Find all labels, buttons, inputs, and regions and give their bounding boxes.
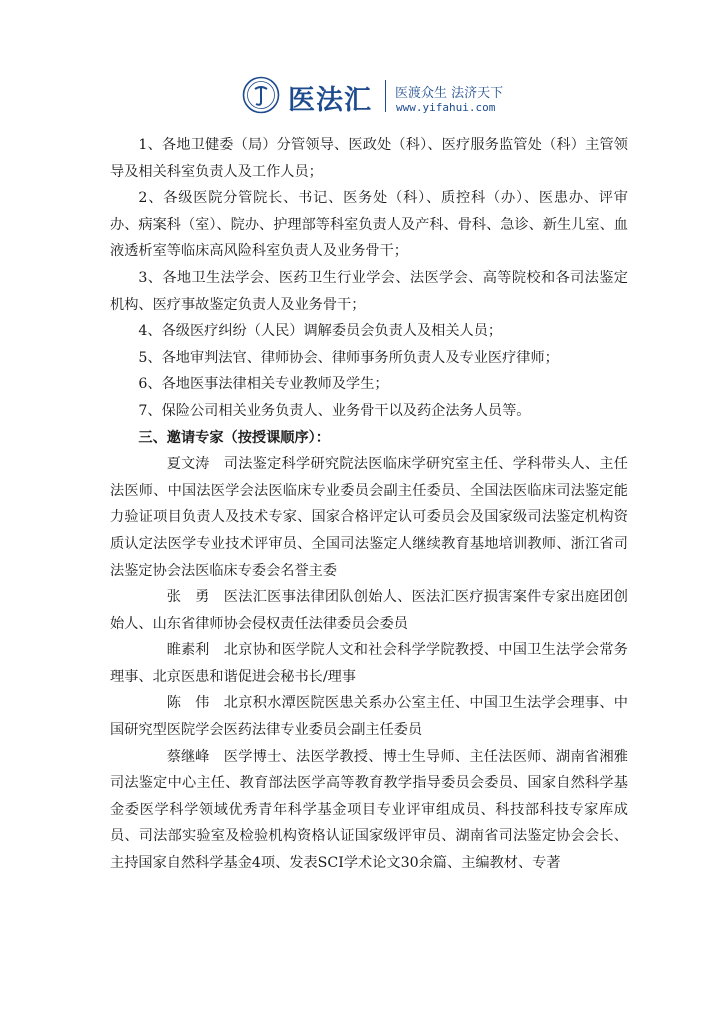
section-heading: 三、邀请专家（按授课顺序）：	[138, 429, 330, 446]
brand-name: 医法汇	[288, 85, 372, 116]
expert-description: 北京积水潭医院医患关系办公室主任、中国卫生法学会理事、中国研究型医院学会医药法律专业委员会副主任委员	[110, 695, 628, 739]
attendee-item: 1、各地卫健委（局）分管领导、医政处（科）、医疗服务监管处（科）主管领导及相关科室负责人及工作人员；	[110, 137, 628, 180]
expert-name: 睢素利	[166, 642, 210, 659]
expert-name: 陈 伟	[166, 695, 210, 712]
expert-description: 司法鉴定科学研究院法医临床学研究室主任、学科带头人、主任法医师、中国法医学会法医临床专业委员会副主任委员、全国法医临床司法鉴定能力验证项目负责人及技术专家、国家合格评定认可委员会及国家级司法鉴定机构资质认定法医学专业技术评审员、全国司法鉴定人继续教育基地培训教师、浙江省司法鉴定协会法医临床专委会名誉主委	[110, 456, 628, 579]
yifahui-seal-icon	[242, 76, 280, 114]
expert-name: 夏文涛	[166, 456, 210, 473]
expert-entry	[110, 451, 628, 584]
attendee-item: 2、各级医院分管院长、书记、医务处（科）、质控科（办）、医患办、评审办、病案科（室）、院办、护理部等科室负责人及产科、骨科、急诊、新生儿室、血液透析室等临床高风险科室负责人及业务骨干；	[110, 190, 628, 260]
expert-name: 蔡继峰	[166, 748, 210, 765]
attendee-item: 6、各地医事法律相关专业教师及学生；	[138, 376, 389, 393]
document-body	[110, 132, 628, 877]
attendee-item: 7、保险公司相关业务负责人、业务骨干以及药企法务人员等。	[138, 402, 531, 419]
header-divider	[385, 80, 386, 112]
expert-description: 医法汇医事法律团队创始人、医法汇医疗损害案件专家出庭团创始人、山东省律师协会侵权责任法律委员会委员	[110, 589, 628, 632]
letterhead	[238, 68, 538, 120]
expert-description: 北京协和医学院人文和社会科学学院教授、中国卫生法学会常务理事、北京医患和谐促进会秘书长/理事	[110, 642, 628, 685]
expert-entry	[110, 584, 628, 637]
slogan: 医渡众生 法济天下	[395, 86, 504, 101]
expert-entry	[110, 744, 628, 877]
attendee-item: 5、各地审判法官、律师协会、律师事务所负责人及专业医疗律师；	[138, 349, 559, 366]
expert-description: 医学博士、法医学教授、博士生导师、主任法医师、湖南省湘雅司法鉴定中心主任、教育部法医学高等教育教学指导委员会委员、国家自然科学基金委医学科学领域优秀青年科学基金项目专业评审组成员、科技部科技专家库成员、司法部实验室及检验机构资格认证国家级评审员、湖南省司法鉴定协会会长、主持国家自然科学基金4项、发表SCI学术论文30余篇、主编教材、专著	[110, 748, 628, 872]
expert-entry	[110, 690, 628, 743]
expert-entry	[110, 637, 628, 690]
website-url: www.yifahui.com	[396, 101, 496, 114]
attendee-item: 4、各级医疗纠纷（人民）调解委员会负责人及相关人员；	[138, 323, 503, 340]
expert-name: 张 勇	[166, 589, 210, 606]
attendee-item: 3、各地卫生法学会、医药卫生行业学会、法医学会、高等院校和各司法鉴定机构、医疗事故鉴定负责人及业务骨干；	[110, 269, 628, 313]
